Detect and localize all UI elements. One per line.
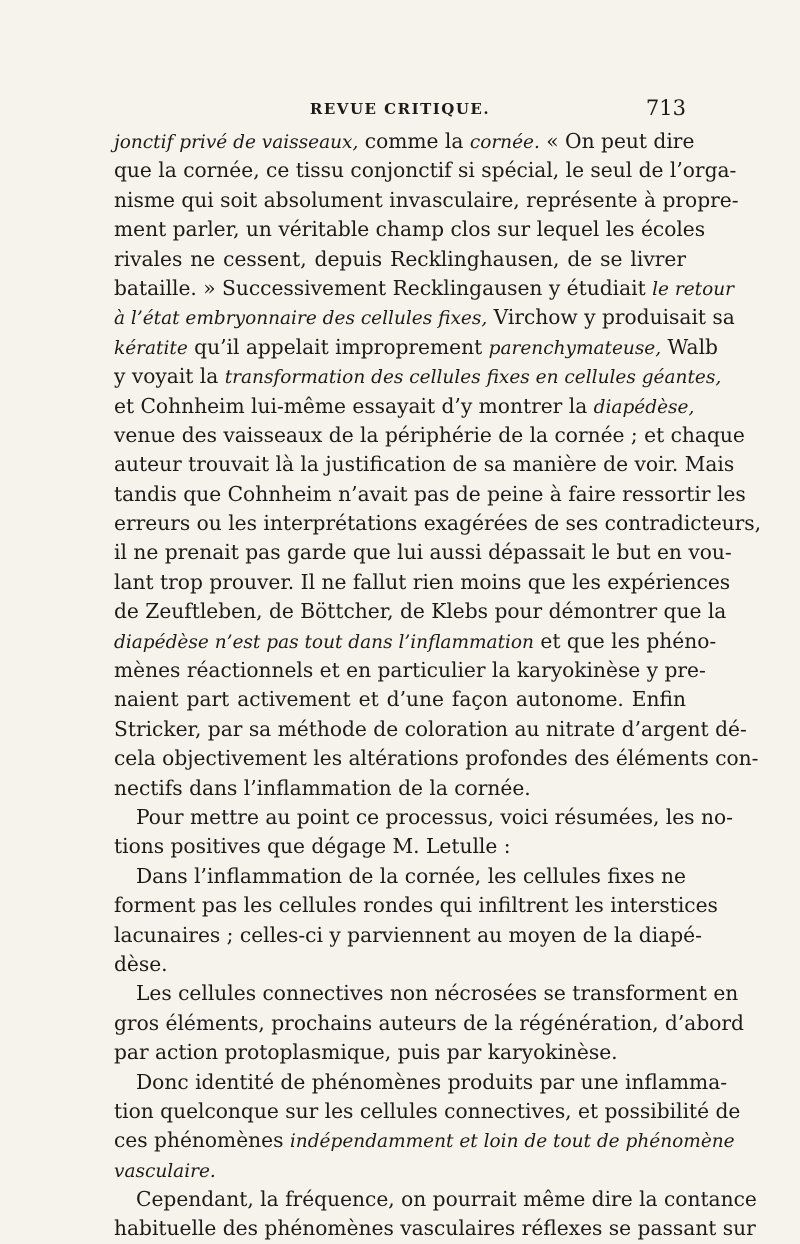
text-segment: erreurs ou les interprétations exagérées de ses contradicteurs, xyxy=(114,511,762,536)
italic-text: transformation des cellules fixes en cellules géantes, xyxy=(224,367,722,389)
text-line xyxy=(114,979,739,1008)
text-segment: ces phénomènes xyxy=(114,1128,290,1153)
text-line xyxy=(114,627,717,656)
text-line xyxy=(114,1009,744,1038)
text-segment: et Cohnheim lui-même essayait d’y montrer la xyxy=(114,393,594,418)
text-segment: ment parler, un véritable champ clos sur lequel les écoles xyxy=(114,217,706,242)
page-header xyxy=(114,96,686,126)
text-segment: tions positives que dégage M. Letulle : xyxy=(114,834,511,859)
text-line xyxy=(114,1126,735,1155)
italic-text: indépendamment et loin de tout de phénomène xyxy=(289,1131,735,1153)
text-segment: Virchow y produisait sa xyxy=(487,305,735,330)
text-segment: dèse. xyxy=(114,951,168,976)
text-segment: par action protoplasmique, puis par karyokinèse. xyxy=(114,1040,618,1065)
text-line xyxy=(114,186,739,215)
page-number: 713 xyxy=(645,96,686,120)
text-segment: comme la xyxy=(358,129,470,153)
text-segment: de Zeuftleben, de Böttcher, de Klebs pour démontrer que la xyxy=(114,599,727,624)
text-segment: forment pas les cellules rondes qui infiltrent les interstices xyxy=(114,893,718,918)
text-segment: Donc identité de phénomènes produits par une inflamma- xyxy=(136,1069,728,1094)
text-segment: tion quelconque sur les cellules connectives, et possibilité de xyxy=(114,1098,741,1123)
italic-text: diapédèse, xyxy=(593,396,695,418)
text-line xyxy=(114,685,686,714)
text-line xyxy=(114,215,706,244)
text-segment: Walb xyxy=(661,334,718,359)
text-segment: auteur trouvait là la justification de sa manière de voir. Mais xyxy=(114,452,735,477)
italic-text: kératite xyxy=(114,337,188,359)
text-line xyxy=(114,538,732,567)
text-line xyxy=(114,1214,756,1243)
text-segment: cela objectivement les altérations profondes des éléments con- xyxy=(114,746,759,771)
text-line xyxy=(114,921,702,950)
text-line xyxy=(114,597,727,626)
text-segment: Pour mettre au point ce processus, voici résumées, les no- xyxy=(136,804,733,829)
text-line xyxy=(114,480,746,509)
text-segment: tandis que Cohnheim n’avait pas de peine à faire ressortir les xyxy=(114,481,746,506)
italic-text: cornée. xyxy=(469,132,540,153)
text-segment: nectifs dans l’inflammation de la cornée. xyxy=(114,775,531,800)
text-segment: que la cornée, ce tissu conjonctif si spécial, le seul de l’orga- xyxy=(114,158,737,183)
running-title: REVUE CRITIQUE. xyxy=(309,100,491,118)
text-line xyxy=(114,509,762,538)
text-segment: Les cellules connectives non nécrosées se transforment en xyxy=(136,981,739,1006)
text-line xyxy=(114,1185,757,1214)
text-segment: il ne prenait pas garde que lui aussi dépassait le but en vou- xyxy=(114,540,732,565)
text-line xyxy=(114,303,735,332)
text-segment: Stricker, par sa méthode de coloration au nitrate d’argent dé- xyxy=(114,716,747,741)
text-line xyxy=(114,333,718,362)
text-segment: naient part activement et d’une façon autonome. Enfin xyxy=(114,687,686,712)
text-segment: nisme qui soit absolument invasculaire, représente à propre- xyxy=(114,187,739,212)
text-segment: gros éléments, prochains auteurs de la régénération, d’abord xyxy=(114,1010,744,1035)
text-segment: et que les phéno- xyxy=(533,628,717,653)
text-segment: venue des vaisseaux de la périphérie de la cornée ; et chaque xyxy=(114,422,745,447)
text-line xyxy=(114,1038,686,1067)
text-segment: qu’il appelait improprement xyxy=(187,334,489,359)
text-line xyxy=(114,392,695,421)
italic-text: diapédèse n’est pas tout dans l’inflammation xyxy=(114,631,534,653)
text-line xyxy=(114,744,759,773)
text-line xyxy=(114,1097,741,1126)
text-line xyxy=(114,715,747,744)
text-line xyxy=(114,450,735,479)
text-line xyxy=(114,274,735,303)
italic-text: le retour xyxy=(652,278,735,300)
text-line xyxy=(114,1156,686,1185)
text-line xyxy=(114,656,706,685)
text-line xyxy=(114,362,722,391)
italic-text: jonctif privé de vaisseaux, xyxy=(114,132,359,153)
text-line xyxy=(114,774,686,803)
text-line xyxy=(114,891,718,920)
body-text xyxy=(114,127,762,1244)
text-line xyxy=(114,950,686,979)
text-segment: Cependant, la fréquence, on pourrait même dire la contance xyxy=(136,1187,757,1212)
text-line xyxy=(114,832,686,861)
text-segment: habituelle des phénomènes vasculaires réflexes se passant sur xyxy=(114,1216,756,1241)
text-line xyxy=(114,1068,728,1097)
text-segment: lacunaires ; celles-ci y parviennent au moyen de la diapé- xyxy=(114,922,702,947)
text-line xyxy=(114,421,745,450)
text-segment: lant trop prouver. Il ne fallut rien moins que les expériences xyxy=(114,569,731,594)
text-segment: « On peut dire xyxy=(539,129,695,153)
text-line xyxy=(114,156,737,185)
text-segment: y voyait la xyxy=(114,364,225,389)
text-segment: rivales ne cessent, depuis Recklinghausen, de se livrer xyxy=(114,246,686,271)
text-line xyxy=(114,803,733,832)
text-line xyxy=(114,862,686,891)
italic-text: vasculaire. xyxy=(114,1160,216,1182)
italic-text: parenchymateuse, xyxy=(488,337,662,359)
text-line xyxy=(114,568,731,597)
text-line xyxy=(114,127,695,156)
text-line xyxy=(114,245,686,274)
text-segment: bataille. » Successivement Recklingausen y étudiait xyxy=(114,275,653,300)
italic-text: à l’état embryonnaire des cellules fixes, xyxy=(114,308,488,330)
text-segment: mènes réactionnels et en particulier la karyokinèse y pre- xyxy=(114,658,706,683)
text-segment: Dans l’inflammation de la cornée, les cellules fixes ne xyxy=(136,863,686,888)
